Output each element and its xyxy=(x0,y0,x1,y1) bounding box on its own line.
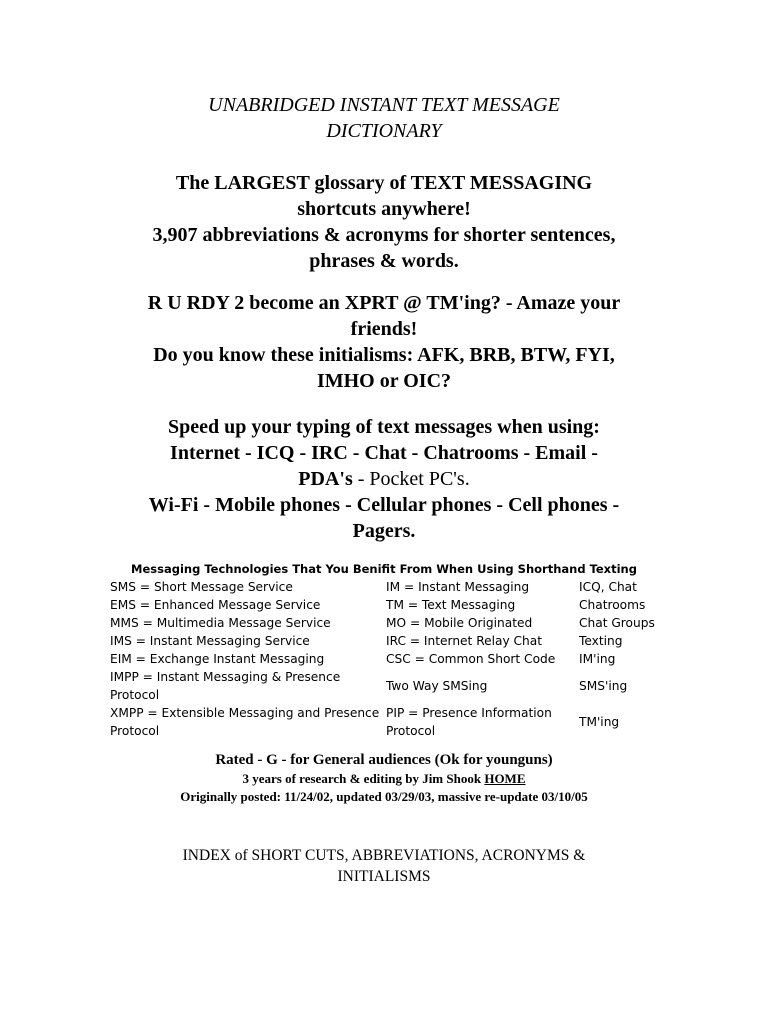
page-title xyxy=(110,92,658,144)
technologies-table xyxy=(108,578,660,740)
technologies-caption: Messaging Technologies That You Benifit From When Using Shorthand Texting xyxy=(131,562,637,576)
posted-dates: Originally posted: 11/24/02, updated 03/29/03, massive re-update 03/10/05 xyxy=(180,789,588,804)
table-cell: SMS'ing xyxy=(579,679,628,693)
table-cell: XMPP = Extensible Messaging and Presence Protocol xyxy=(110,706,380,738)
table-row xyxy=(108,614,660,632)
table-cell: Texting xyxy=(579,634,623,648)
intro-line-1: The LARGEST glossary of TEXT MESSAGING xyxy=(175,172,593,194)
title-line-2: DICTIONARY xyxy=(326,120,442,142)
table-cell: PIP = Presence Information Protocol xyxy=(386,706,552,738)
table-row xyxy=(108,650,660,668)
index-line-1: INDEX of SHORT CUTS, ABBREVIATIONS, ACRONYMS & xyxy=(182,847,586,864)
table-cell: Two Way SMSing xyxy=(386,679,488,693)
quiz-line-4: IMHO or OIC? xyxy=(316,370,452,392)
table-cell: Chat Groups xyxy=(579,616,655,630)
quiz-line-1: R U RDY 2 become an XPRT @ TM'ing? - Amaze your xyxy=(147,292,621,314)
speed-line-5: Pagers. xyxy=(352,520,416,542)
quiz-block xyxy=(100,290,668,394)
table-cell: MMS = Multimedia Message Service xyxy=(110,616,331,630)
table-row xyxy=(108,596,660,614)
speed-line-3 xyxy=(100,466,668,492)
intro-line-2: shortcuts anywhere! xyxy=(297,198,471,220)
home-link[interactable]: HOME xyxy=(484,771,526,786)
table-cell: IMS = Instant Messaging Service xyxy=(110,634,310,648)
table-cell: CSC = Common Short Code xyxy=(386,652,556,666)
table-cell: Chatrooms xyxy=(579,598,646,612)
quiz-line-2: friends! xyxy=(350,318,418,340)
table-cell: ICQ, Chat xyxy=(579,580,637,594)
table-cell: EIM = Exchange Instant Messaging xyxy=(110,652,325,666)
table-cell: SMS = Short Message Service xyxy=(110,580,293,594)
table-cell: IRC = Internet Relay Chat xyxy=(386,634,543,648)
table-cell: IM'ing xyxy=(579,652,616,666)
table-cell: MO = Mobile Originated xyxy=(386,616,533,630)
index-line-2: INITIALISMS xyxy=(337,868,431,885)
table-cell: TM = Text Messaging xyxy=(386,598,516,612)
table-row xyxy=(108,632,660,650)
quiz-line-3: Do you know these initialisms: AFK, BRB, BTW, FYI, xyxy=(153,344,615,366)
table-row xyxy=(108,668,660,704)
speed-line-4: Wi-Fi - Mobile phones - Cellular phones - Cell phones - xyxy=(148,494,620,516)
table-cell: IMPP = Instant Messaging & Presence Protocol xyxy=(110,670,341,702)
separator-text: - xyxy=(352,468,370,490)
pda-text: PDA's xyxy=(298,468,353,490)
pocket-pc-text: Pocket PC's. xyxy=(369,468,470,490)
research-text: 3 years of research & editing by Jim Shook xyxy=(242,771,485,786)
speed-line-2: Internet - ICQ - IRC - Chat - Chatrooms - Email - xyxy=(170,442,598,464)
research-line xyxy=(100,770,668,788)
table-cell: EMS = Enhanced Message Service xyxy=(110,598,321,612)
rating-line: Rated - G - for General audiences (Ok for younguns) xyxy=(215,752,553,768)
table-cell: TM'ing xyxy=(579,715,620,729)
index-heading xyxy=(140,845,628,887)
intro-line-4: phrases & words. xyxy=(309,250,459,272)
intro-block xyxy=(100,170,668,274)
table-row xyxy=(108,704,660,740)
speed-line-1: Speed up your typing of text messages when using: xyxy=(168,416,600,438)
speed-block xyxy=(100,414,668,544)
title-line-1: UNABRIDGED INSTANT TEXT MESSAGE xyxy=(208,94,560,116)
table-cell: IM = Instant Messaging xyxy=(386,580,530,594)
table-row xyxy=(108,578,660,596)
intro-line-3: 3,907 abbreviations & acronyms for shorter sentences, xyxy=(152,224,616,246)
